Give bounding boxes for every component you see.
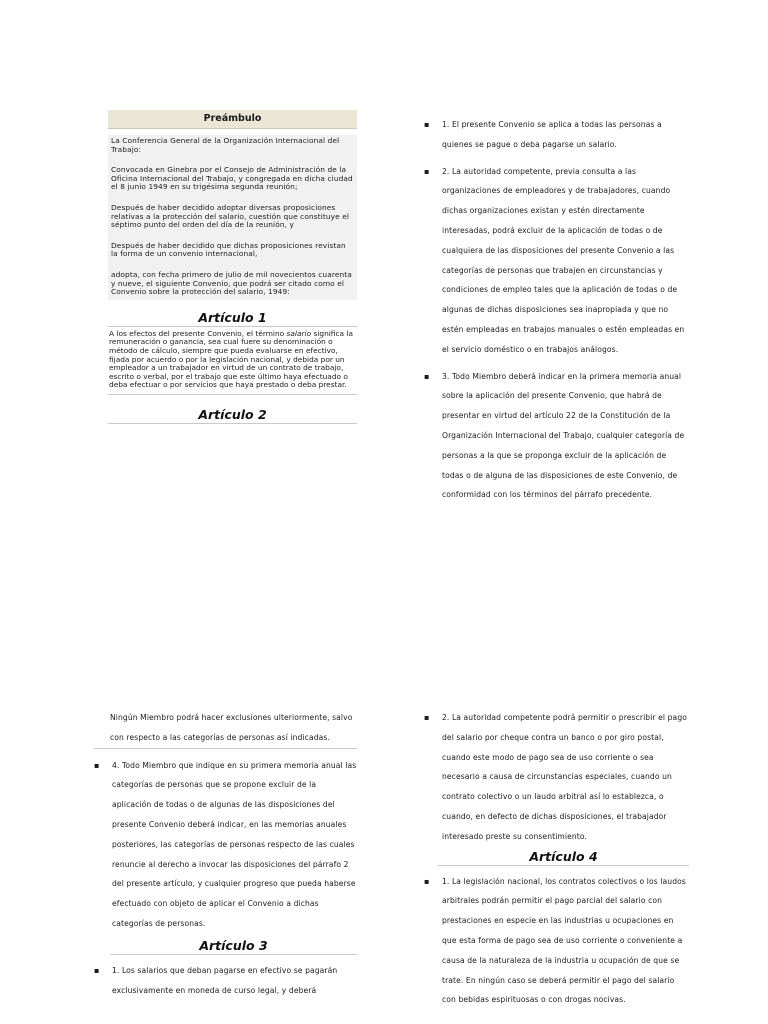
page2-left-column xyxy=(94,708,357,1007)
bullet-icon: ▪ xyxy=(424,120,430,129)
list-item xyxy=(424,708,689,847)
list-item xyxy=(424,115,689,155)
bullet-icon: ▪ xyxy=(424,371,430,381)
articulo-1-text-start: A los efectos del presente Convenio, el término xyxy=(109,328,287,338)
page1-left-column xyxy=(108,110,357,424)
articulo-2-item-2: 2. La autoridad competente, previa consulta a las organizaciones de empleadores y de trabajadores, cuando dichas organizaciones existan y estén directamente interesadas, podrá excluir de la aplicación de todas o de cualquiera de las disposiciones del presente Convenio a las categorías de personas que trabajen en circunstancias y condiciones de empleo tales que la aplicación de todas o de algunas de dichas disposiciones sea inapropiada y que no estén empleadas en trabajos manuales o estén empleadas en el servicio doméstico o en trabajos análogos. xyxy=(442,166,685,354)
bullet-icon: ▪ xyxy=(424,713,430,722)
preambulo-box xyxy=(108,135,357,300)
articulo-1-body xyxy=(108,327,357,395)
articulo-3-item-2: 2. La autoridad competente podrá permitir o prescribir el pago del salario por cheque contra un banco o por giro postal, cuando este modo de pago sea de uso corriente o sea necesario a causa de circunstancias especiales, cuando un contrato colectivo o un laudo arbitral así lo establezca, o cuando, en defecto de dichas disposiciones, el trabajador interesado preste su consentimiento. xyxy=(442,713,687,841)
preambulo-paragraph: adopta, con fecha primero de julio de mil novecientos cuarenta y nueve, el siguiente Convenio, que podrá ser citado como el Convenio sobre la protección del salario, 1949: xyxy=(111,269,352,297)
bullet-icon: ▪ xyxy=(94,965,100,975)
articulo-2-item-4: 4. Todo Miembro que indique en su primera memoria anual las categorías de personas que se propone excluir de la aplicación de todas o de algunas de las disposiciones del presente Convenio deberá indicar, en las memorias anuales posteriores, las categorías de personas respecto de las cuales renuncie al derecho a invocar las disposiciones del párrafo 2 del presente artículo, y cualquier progreso que pueda haberse efectuado con objeto de aplicar el Convenio a dichas categorías de personas. xyxy=(112,760,357,928)
articulo-4-item-1: 1. La legislación nacional, los contratos colectivos o los laudos arbitrales podrán permitir el pago parcial del salario con prestaciones en especie en las industrias u ocupaciones en que esta forma de pago sea de uso corriente o conveniente a causa de la naturaleza de la industria u ocupación de que se trate. En ningún caso se deberá permitir el pago del salario con bebidas espirituosas o con drogas nocivas. xyxy=(442,876,686,1005)
preambulo-paragraph: La Conferencia General de la Organización Internacional del Trabajo: xyxy=(111,136,340,154)
articulo-3-heading: Artículo 3 xyxy=(110,938,357,955)
preambulo-title: Preámbulo xyxy=(108,110,357,129)
list-item xyxy=(424,367,689,506)
articulo-3-item-1: 1. Los salarios que deban pagarse en efectivo se pagarán exclusivamente en moneda de curso legal, y deberá xyxy=(112,965,338,995)
preambulo-paragraph: Convocada en Ginebra por el Consejo de Administración de la Oficina Internacional del Trabajo, y congregada en dicha ciudad el 8 junio 1949 en su trigésima segunda reunión; xyxy=(111,165,353,192)
page2-right-column xyxy=(424,708,689,1017)
preambulo-paragraph: Después de haber decidido adoptar diversas proposiciones relativas a la protección del salario, cuestión que constituye el séptimo punto del orden del día de la reunión, y xyxy=(111,202,349,230)
articulo-4-heading: Artículo 4 xyxy=(438,849,689,866)
articulo-1-term: salario xyxy=(286,328,312,338)
articulo-1-text-end: significa la remuneración o ganancia, sea cual fuere su denominación o método de cálculo, siempre que pueda evaluarse en efectivo, fijada por acuerdo o por la legislación nacional, y debida por un empleador a un trabajador en virtud de un contrato de trabajo, escrito o verbal, por el trabajo que este último haya efectuado o deba efectuar o por servicios que haya prestado o deba prestar. xyxy=(109,328,353,390)
list-item xyxy=(94,961,357,1001)
bullet-icon: ▪ xyxy=(424,876,430,886)
articulo-1-heading: Artículo 1 xyxy=(108,310,357,327)
list-item xyxy=(94,756,357,934)
bullet-icon: ▪ xyxy=(424,166,430,176)
preambulo-paragraph: Después de haber decidido que dichas proposiciones revistan la forma de un convenio internacional, xyxy=(111,240,346,259)
articulo-2-item-3: 3. Todo Miembro deberá indicar en la primera memoria anual sobre la aplicación del presente Convenio, que habrá de presentar en virtud del artículo 22 de la Constitución de la Organización Internacional del Trabajo, cualquier categoría de personas a la que se proponga excluir de la aplicación de todas o de alguna de las disposiciones de este Convenio, de conformidad con los términos del párrafo precedente. xyxy=(442,371,685,500)
articulo-2-continuation: Ningún Miembro podrá hacer exclusiones ulteriormente, salvo con respecto a las categorías de personas así indicadas. xyxy=(94,708,357,749)
list-item xyxy=(424,872,689,1011)
list-item xyxy=(424,162,689,360)
page1-right-column xyxy=(424,115,689,512)
articulo-2-item-1: 1. El presente Convenio se aplica a todas las personas a quienes se pague o deba pagarse un salario. xyxy=(442,120,662,149)
bullet-icon: ▪ xyxy=(94,760,100,770)
articulo-2-heading: Artículo 2 xyxy=(108,407,357,424)
